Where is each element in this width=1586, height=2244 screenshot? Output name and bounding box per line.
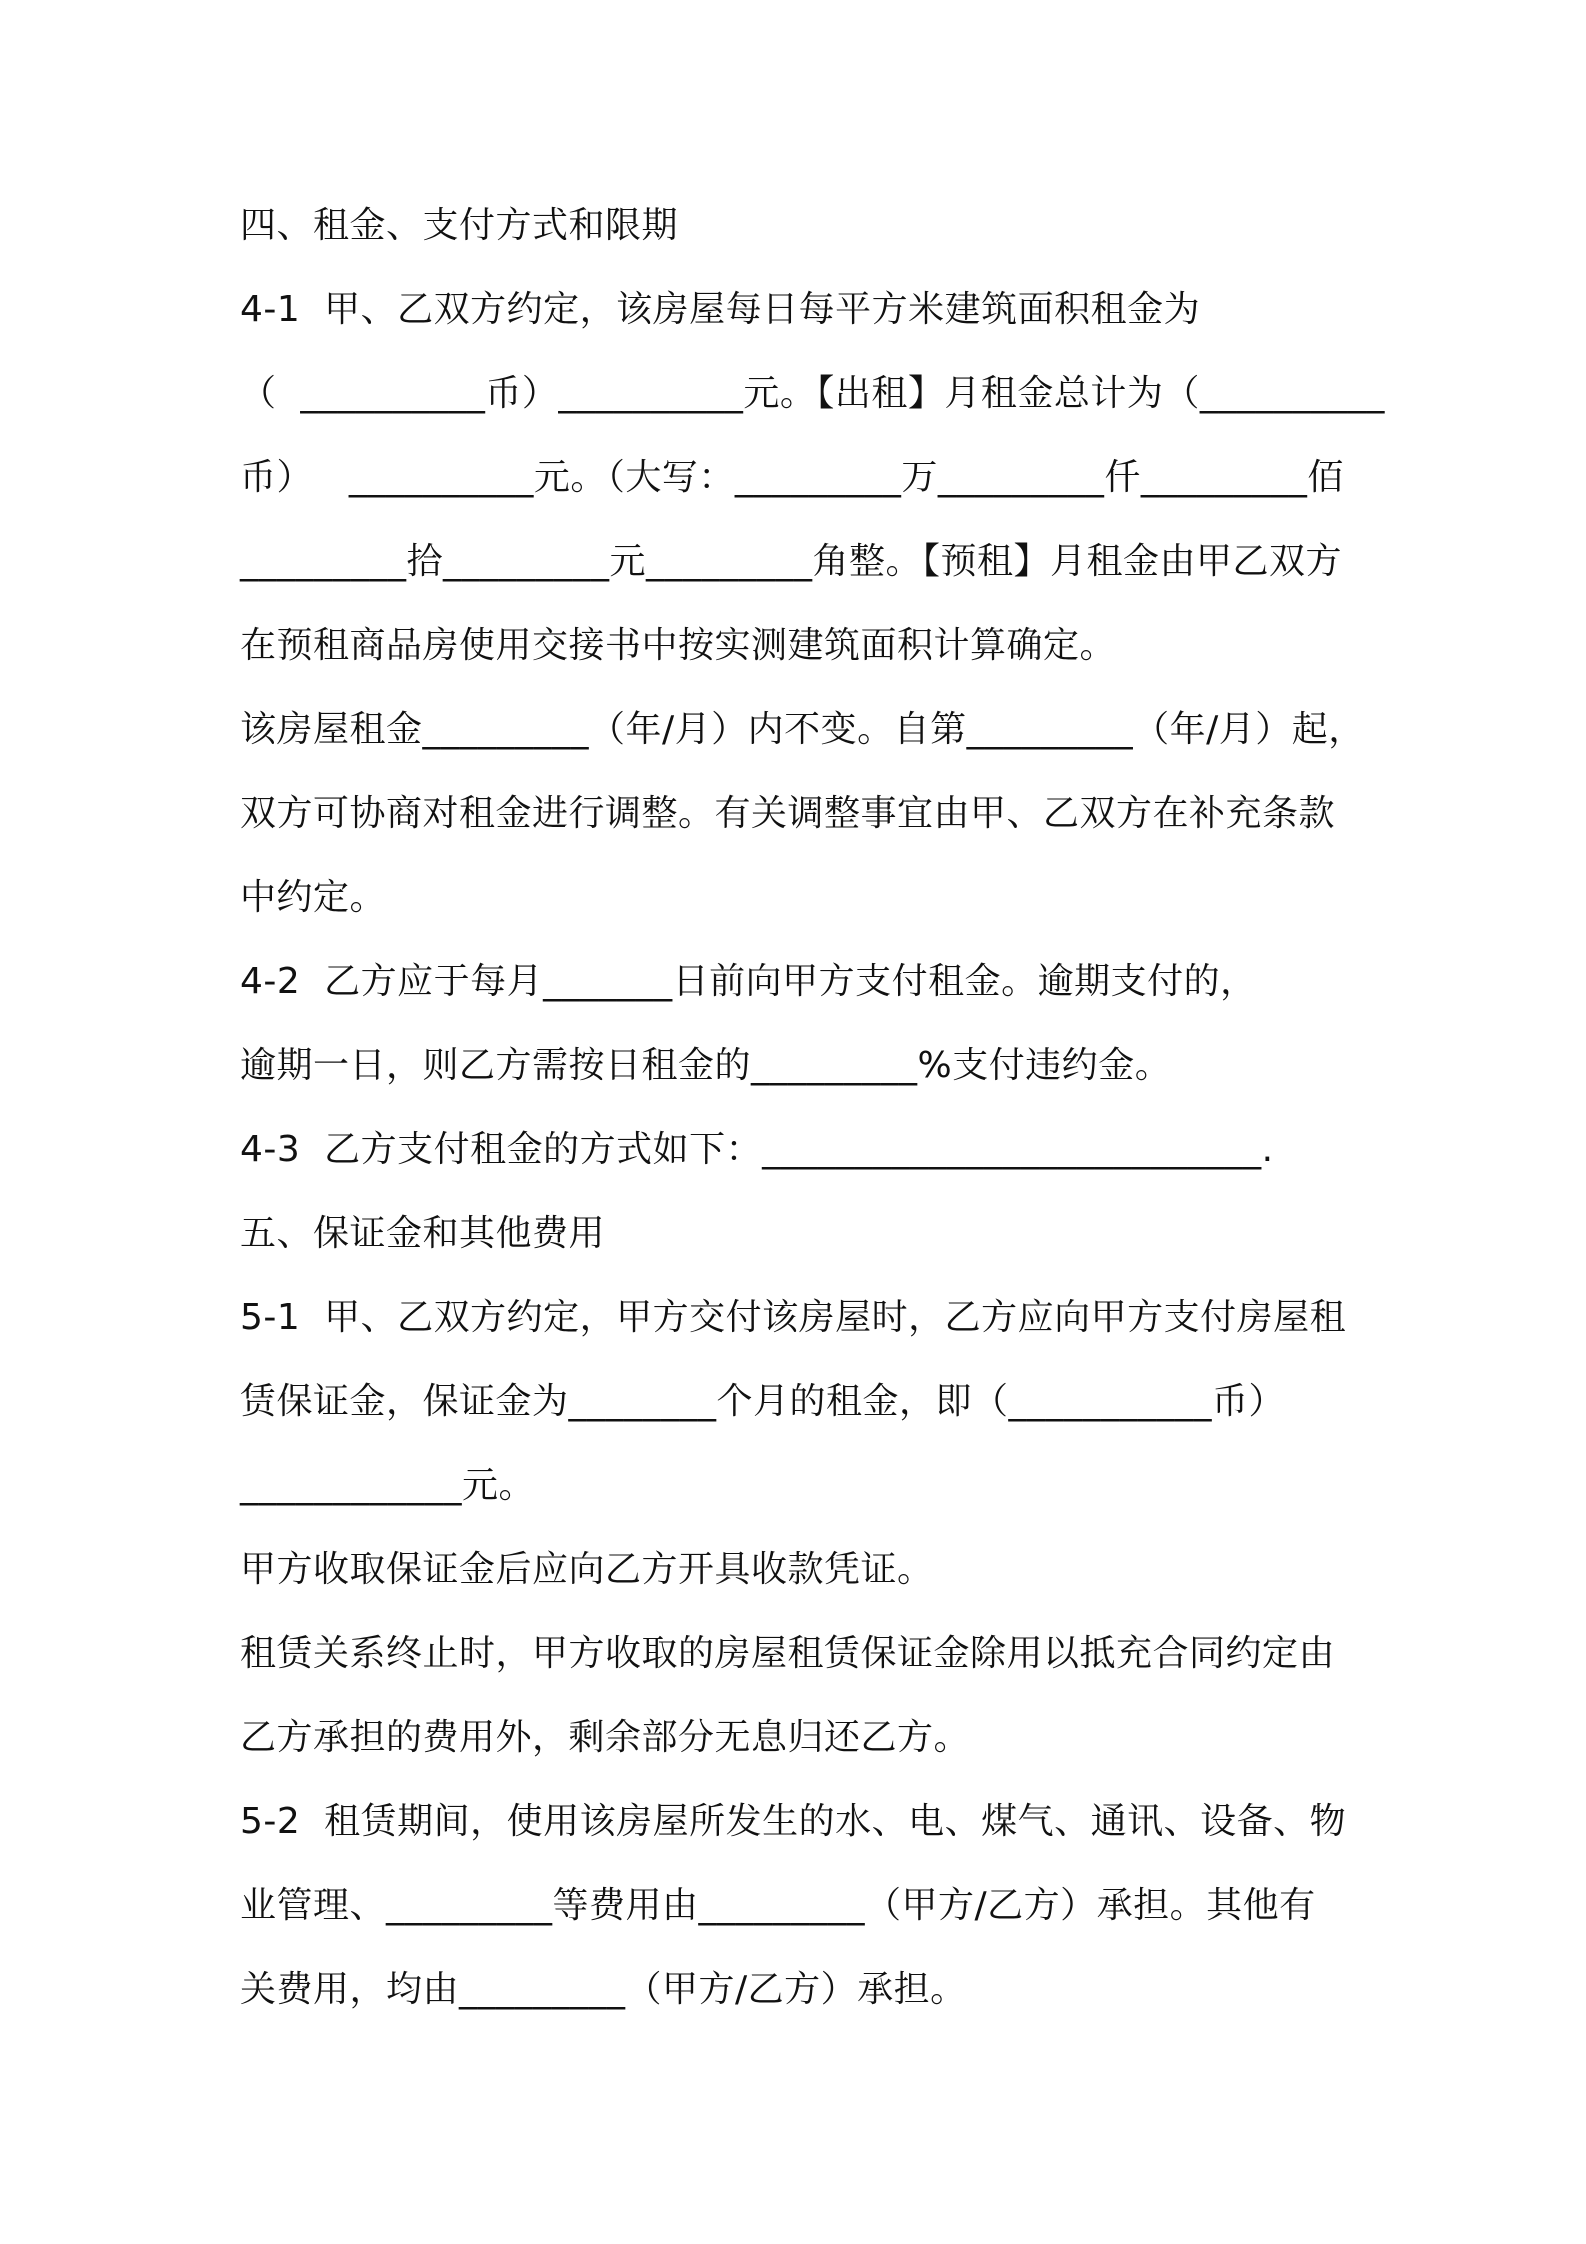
rent-adjust-line-1: 该房屋租金_________（年/月）内不变。自第_________（年/月）起， — [240, 709, 1365, 750]
section-5-heading: 五、保证金和其他费用 — [240, 1213, 606, 1254]
clause-5-1-line-2: 赁保证金，保证金为________个月的租金，即（___________币） — [240, 1381, 1286, 1422]
section-4-heading: 四、租金、支付方式和限期 — [240, 205, 679, 246]
rent-adjust-line-3: 中约定。 — [240, 877, 387, 918]
clause-5-1-line-1: 5-1 甲、乙双方约定，甲方交付该房屋时，乙方应向甲方支付房屋租 — [240, 1297, 1347, 1338]
deposit-return-line-1: 租赁关系终止时，甲方收取的房屋租赁保证金除用以抵充合同约定由 — [240, 1633, 1336, 1674]
clause-5-2-line-3: 关费用，均由_________（甲方/乙方）承担。 — [240, 1969, 967, 2010]
clause-4-1-line-3: 币） __________元。（大写：_________万_________仟_________佰 — [240, 457, 1344, 498]
clause-4-1-line-4: _________拾_________元_________角整。【预租】月租金由甲乙双方 — [240, 541, 1343, 582]
deposit-return-line-2: 乙方承担的费用外，剩余部分无息归还乙方。 — [240, 1717, 971, 1758]
clause-4-1-line-5: 在预租商品房使用交接书中按实测建筑面积计算确定。 — [240, 625, 1117, 666]
clause-5-2-line-1: 5-2 租赁期间，使用该房屋所发生的水、电、煤气、通讯、设备、物 — [240, 1801, 1347, 1842]
clause-5-1-line-3: ____________元。 — [240, 1465, 536, 1506]
deposit-receipt-line: 甲方收取保证金后应向乙方开具收款凭证。 — [240, 1549, 934, 1590]
clause-5-2-line-2: 业管理、_________等费用由_________（甲方/乙方）承担。其他有 — [240, 1885, 1316, 1926]
clause-4-2-line-1: 4-2 乙方应于每月_______日前向甲方支付租金。逾期支付的， — [240, 961, 1257, 1002]
rent-adjust-line-2: 双方可协商对租金进行调整。有关调整事宜由甲、乙双方在补充条款 — [240, 793, 1336, 834]
clause-4-3-line-1: 4-3 乙方支付租金的方式如下：___________________________. — [240, 1129, 1274, 1170]
clause-4-1-line-1: 4-1 甲、乙双方约定，该房屋每日每平方米建筑面积租金为 — [240, 289, 1201, 330]
clause-4-1-line-2: （ __________币）__________元。【出租】月租金总计为（__________ — [240, 373, 1385, 414]
clause-4-2-line-2: 逾期一日，则乙方需按日租金的_________%支付违约金。 — [240, 1045, 1172, 1086]
